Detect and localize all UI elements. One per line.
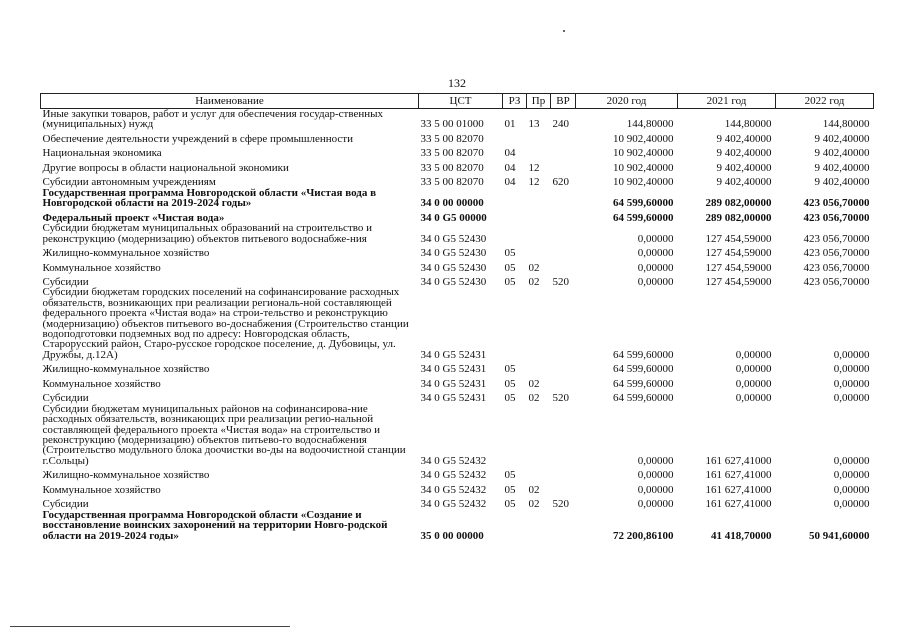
cell-2021: 127 454,59000 — [705, 232, 772, 245]
cell-2021: 127 454,59000 — [705, 247, 772, 260]
cell-vr — [551, 223, 576, 244]
cell-pr: 12 — [528, 176, 540, 189]
cell-vr: 620 — [552, 176, 569, 189]
cell-vr — [551, 360, 576, 375]
cell-2022: 423 056,70000 — [803, 276, 870, 289]
table-row — [41, 510, 874, 541]
table-row — [41, 287, 874, 360]
cell-2021: 9 402,40000 — [716, 132, 772, 145]
cell-name: Жилищно-коммунальное хозяйство — [42, 469, 210, 482]
cell-vr — [551, 258, 576, 273]
cell-name: Субсидии — [42, 276, 89, 289]
cell-name: Субсидии бюджетам муниципальных образований на строительство и реконструкцию (модернизацию) объектов питьевого водоснабже-ния — [42, 222, 373, 245]
cell-2021: 0,00000 — [735, 363, 772, 376]
cell-pr: 12 — [528, 161, 540, 174]
cell-name: Субсидии бюджетам муниципальных районов на софинансирова-ние расходных обязательств, возникающих при реализации регио-нальной составляющей федерального проекта «Чистая вода» на строительство и реконструкцию (модернизацию) объектов питьево-го водоснабжения (Строительство модульного блока доочистки во-ды на водоочистной станции г.Сольцы) — [42, 402, 406, 467]
cell-2022: 0,00000 — [833, 498, 870, 511]
cell-rz — [503, 188, 527, 209]
cell-pr — [527, 209, 551, 224]
cell-vr: 520 — [552, 498, 569, 511]
cell-vr — [551, 375, 576, 390]
cell-2021: 0,00000 — [735, 348, 772, 361]
cell-rz: 05 — [504, 261, 516, 274]
cell-2022: 144,80000 — [822, 118, 870, 131]
cell-rz: 04 — [504, 147, 516, 160]
cell-vr — [551, 404, 576, 466]
cell-rz: 05 — [504, 247, 516, 260]
cell-2021: 144,80000 — [724, 118, 772, 131]
cell-name: Субсидии автономным учреждениям — [42, 176, 216, 189]
table-row — [41, 209, 874, 224]
table-row — [41, 130, 874, 145]
cell-2021: 127 454,59000 — [705, 261, 772, 274]
cell-cst: 34 0 G5 52431 — [420, 363, 487, 376]
table-row — [41, 389, 874, 404]
cell-rz — [503, 130, 527, 145]
col-header-2020: 2020 год — [576, 94, 678, 109]
cell-pr: 02 — [528, 498, 540, 511]
cell-2020: 64 599,60000 — [613, 348, 674, 361]
cell-cst: 34 0 G5 52432 — [420, 483, 487, 496]
cell-pr: 02 — [528, 392, 540, 405]
cell-2020: 0,00000 — [637, 454, 674, 467]
cell-cst: 34 0 00 00000 — [420, 197, 484, 210]
cell-vr — [551, 130, 576, 145]
table-row — [41, 109, 874, 130]
cell-name: Другие вопросы в области национальной экономики — [42, 161, 289, 174]
cell-2022: 0,00000 — [833, 377, 870, 390]
cell-vr: 240 — [552, 118, 569, 131]
col-header-2022: 2022 год — [776, 94, 874, 109]
cell-2022: 423 056,70000 — [803, 232, 870, 245]
cell-rz — [503, 510, 527, 541]
table-row — [41, 173, 874, 188]
cell-2022: 423 056,70000 — [803, 211, 870, 224]
cell-vr — [551, 481, 576, 496]
cell-2020: 64 599,60000 — [613, 363, 674, 376]
cell-cst: 34 0 G5 52430 — [420, 247, 487, 260]
cell-name: Жилищно-коммунальное хозяйство — [42, 363, 210, 376]
cell-2020: 0,00000 — [637, 276, 674, 289]
cell-2021: 9 402,40000 — [716, 176, 772, 189]
cell-cst: 33 5 00 01000 — [420, 118, 484, 131]
cell-2022: 423 056,70000 — [803, 261, 870, 274]
cell-pr: 13 — [528, 118, 540, 131]
cell-2020: 64 599,60000 — [613, 377, 674, 390]
cell-name: Национальная экономика — [42, 147, 162, 160]
cell-2021: 9 402,40000 — [716, 161, 772, 174]
cell-vr: 520 — [552, 392, 569, 405]
cell-2020: 64 599,60000 — [613, 211, 674, 224]
cell-2020: 10 902,40000 — [613, 161, 674, 174]
cell-cst: 35 0 00 00000 — [420, 529, 484, 542]
cell-cst: 34 0 G5 52431 — [420, 392, 487, 405]
cell-pr: 02 — [528, 483, 540, 496]
cell-2020: 10 902,40000 — [613, 147, 674, 160]
cell-rz: 05 — [504, 469, 516, 482]
cell-name: Жилищно-коммунальное хозяйство — [42, 247, 210, 260]
cell-pr — [527, 360, 551, 375]
cell-name: Субсидии — [42, 392, 89, 405]
cell-cst: 34 0 G5 52432 — [420, 454, 487, 467]
cell-2020: 10 902,40000 — [613, 176, 674, 189]
cell-cst: 33 5 00 82070 — [420, 161, 484, 174]
cell-rz — [503, 209, 527, 224]
cell-2020: 0,00000 — [637, 469, 674, 482]
cell-2022: 423 056,70000 — [803, 197, 870, 210]
cell-cst: 33 5 00 82070 — [420, 176, 484, 189]
table-row — [41, 404, 874, 466]
cell-rz: 05 — [504, 483, 516, 496]
cell-2020: 64 599,60000 — [613, 392, 674, 405]
col-header-vr: ВР — [551, 94, 576, 109]
cell-cst: 34 0 G5 52432 — [420, 469, 487, 482]
cell-pr — [527, 404, 551, 466]
table-header-row — [41, 94, 874, 109]
cell-pr — [527, 223, 551, 244]
cell-2021: 127 454,59000 — [705, 276, 772, 289]
cell-cst: 33 5 00 82070 — [420, 132, 484, 145]
cell-2021: 161 627,41000 — [705, 469, 772, 482]
col-header-cst: ЦСТ — [419, 94, 503, 109]
cell-2021: 161 627,41000 — [705, 454, 772, 467]
cell-2020: 0,00000 — [637, 483, 674, 496]
cell-cst: 34 0 G5 52431 — [420, 377, 487, 390]
cell-2021: 0,00000 — [735, 377, 772, 390]
cell-cst: 34 0 G5 00000 — [420, 211, 487, 224]
cell-pr — [527, 510, 551, 541]
cell-vr — [551, 188, 576, 209]
cell-2021: 289 082,00000 — [705, 211, 772, 224]
col-header-pr: Пр — [527, 94, 551, 109]
cell-2020: 0,00000 — [637, 498, 674, 511]
cell-pr: 02 — [528, 276, 540, 289]
cell-name: Коммунальное хозяйство — [42, 261, 161, 274]
table-row — [41, 159, 874, 174]
cell-rz: 01 — [504, 118, 516, 131]
cell-vr — [551, 144, 576, 159]
table-row — [41, 466, 874, 481]
cell-2021: 289 082,00000 — [705, 197, 772, 210]
cell-2020: 10 902,40000 — [613, 132, 674, 145]
cell-rz: 04 — [504, 161, 516, 174]
cell-rz: 05 — [504, 276, 516, 289]
cell-pr — [527, 188, 551, 209]
cell-2022: 0,00000 — [833, 363, 870, 376]
cell-vr — [551, 287, 576, 360]
cell-2020: 0,00000 — [637, 261, 674, 274]
cell-2021: 9 402,40000 — [716, 147, 772, 160]
cell-2022: 9 402,40000 — [814, 132, 870, 145]
scan-dot — [563, 30, 565, 32]
cell-vr — [551, 159, 576, 174]
cell-2021: 161 627,41000 — [705, 483, 772, 496]
cell-name: Государственная программа Новгородской области «Создание и восстановление воинских захоронений на территории Новго-родской области на 2019-2024 годы» — [42, 508, 388, 542]
cell-rz: 05 — [504, 498, 516, 511]
cell-pr — [527, 144, 551, 159]
cell-name: Обеспечение деятельности учреждений в сфере промышленности — [42, 132, 353, 145]
budget-table — [40, 93, 874, 541]
cell-cst: 34 0 G5 52432 — [420, 498, 487, 511]
table-row — [41, 188, 874, 209]
cell-2020: 0,00000 — [637, 247, 674, 260]
cell-rz — [503, 287, 527, 360]
cell-2021: 0,00000 — [735, 392, 772, 405]
col-header-name: Наименование — [41, 94, 419, 109]
cell-2022: 0,00000 — [833, 454, 870, 467]
table-row — [41, 273, 874, 288]
cell-2022: 50 941,60000 — [809, 529, 870, 542]
table-row — [41, 144, 874, 159]
table-row — [41, 223, 874, 244]
footer-rule — [10, 626, 290, 627]
cell-cst: 34 0 G5 52430 — [420, 232, 487, 245]
cell-name: Коммунальное хозяйство — [42, 377, 161, 390]
cell-2022: 0,00000 — [833, 483, 870, 496]
cell-2022: 9 402,40000 — [814, 147, 870, 160]
col-header-2021: 2021 год — [678, 94, 776, 109]
page-number: 132 — [448, 76, 466, 90]
cell-cst: 33 5 00 82070 — [420, 147, 484, 160]
cell-pr: 02 — [528, 261, 540, 274]
cell-2021: 41 418,70000 — [711, 529, 772, 542]
table-row — [41, 375, 874, 390]
table-row — [41, 360, 874, 375]
cell-rz: 05 — [504, 377, 516, 390]
cell-vr — [551, 244, 576, 259]
cell-2022: 0,00000 — [833, 348, 870, 361]
table-row — [41, 481, 874, 496]
cell-cst: 34 0 G5 52431 — [420, 348, 487, 361]
cell-2020: 0,00000 — [637, 232, 674, 245]
cell-pr: 02 — [528, 377, 540, 390]
cell-name: Субсидии бюджетам городских поселений на софинансирование расходных обязательств, возникающих при реализации региональ-ной составляющей федерального проекта «Чистая вода» на строи-тельство и реконструкцию (модернизацию) объектов питьевого во-доснабжения (Строительство станции водоподготовки подземных вод по адресу: Новгородская область, Старорусский район, Старо-русское городское поселение, д. Дубовицы, ул. Дружбы, д.12А) — [42, 286, 409, 361]
cell-2022: 423 056,70000 — [803, 247, 870, 260]
cell-pr — [527, 130, 551, 145]
cell-rz — [503, 404, 527, 466]
table-row — [41, 258, 874, 273]
cell-name: Коммунальное хозяйство — [42, 483, 161, 496]
table-row — [41, 495, 874, 510]
cell-vr: 520 — [552, 276, 569, 289]
cell-pr — [527, 466, 551, 481]
cell-2022: 9 402,40000 — [814, 176, 870, 189]
cell-rz: 04 — [504, 176, 516, 189]
cell-2022: 0,00000 — [833, 392, 870, 405]
cell-2020: 64 599,60000 — [613, 197, 674, 210]
cell-name: Субсидии — [42, 498, 89, 511]
cell-pr — [527, 287, 551, 360]
cell-2022: 9 402,40000 — [814, 161, 870, 174]
cell-name: Иные закупки товаров, работ и услуг для обеспечения государ-ственных (муниципальных) нужд — [42, 108, 384, 131]
cell-2022: 0,00000 — [833, 469, 870, 482]
cell-vr — [551, 209, 576, 224]
cell-pr — [527, 244, 551, 259]
cell-vr — [551, 466, 576, 481]
cell-rz: 05 — [504, 363, 516, 376]
cell-rz — [503, 223, 527, 244]
cell-cst: 34 0 G5 52430 — [420, 261, 487, 274]
cell-name: Государственная программа Новгородской области «Чистая вода в Новгородской области на 2019-2024 годы» — [42, 186, 377, 210]
cell-rz: 05 — [504, 392, 516, 405]
table-row — [41, 244, 874, 259]
cell-2020: 72 200,86100 — [613, 529, 674, 542]
cell-name: Федеральный проект «Чистая вода» — [42, 211, 225, 224]
cell-vr — [551, 510, 576, 541]
cell-cst: 34 0 G5 52430 — [420, 276, 487, 289]
table-body — [41, 109, 874, 541]
cell-2021: 161 627,41000 — [705, 498, 772, 511]
cell-2020: 144,80000 — [626, 118, 674, 131]
col-header-rz: РЗ — [503, 94, 527, 109]
